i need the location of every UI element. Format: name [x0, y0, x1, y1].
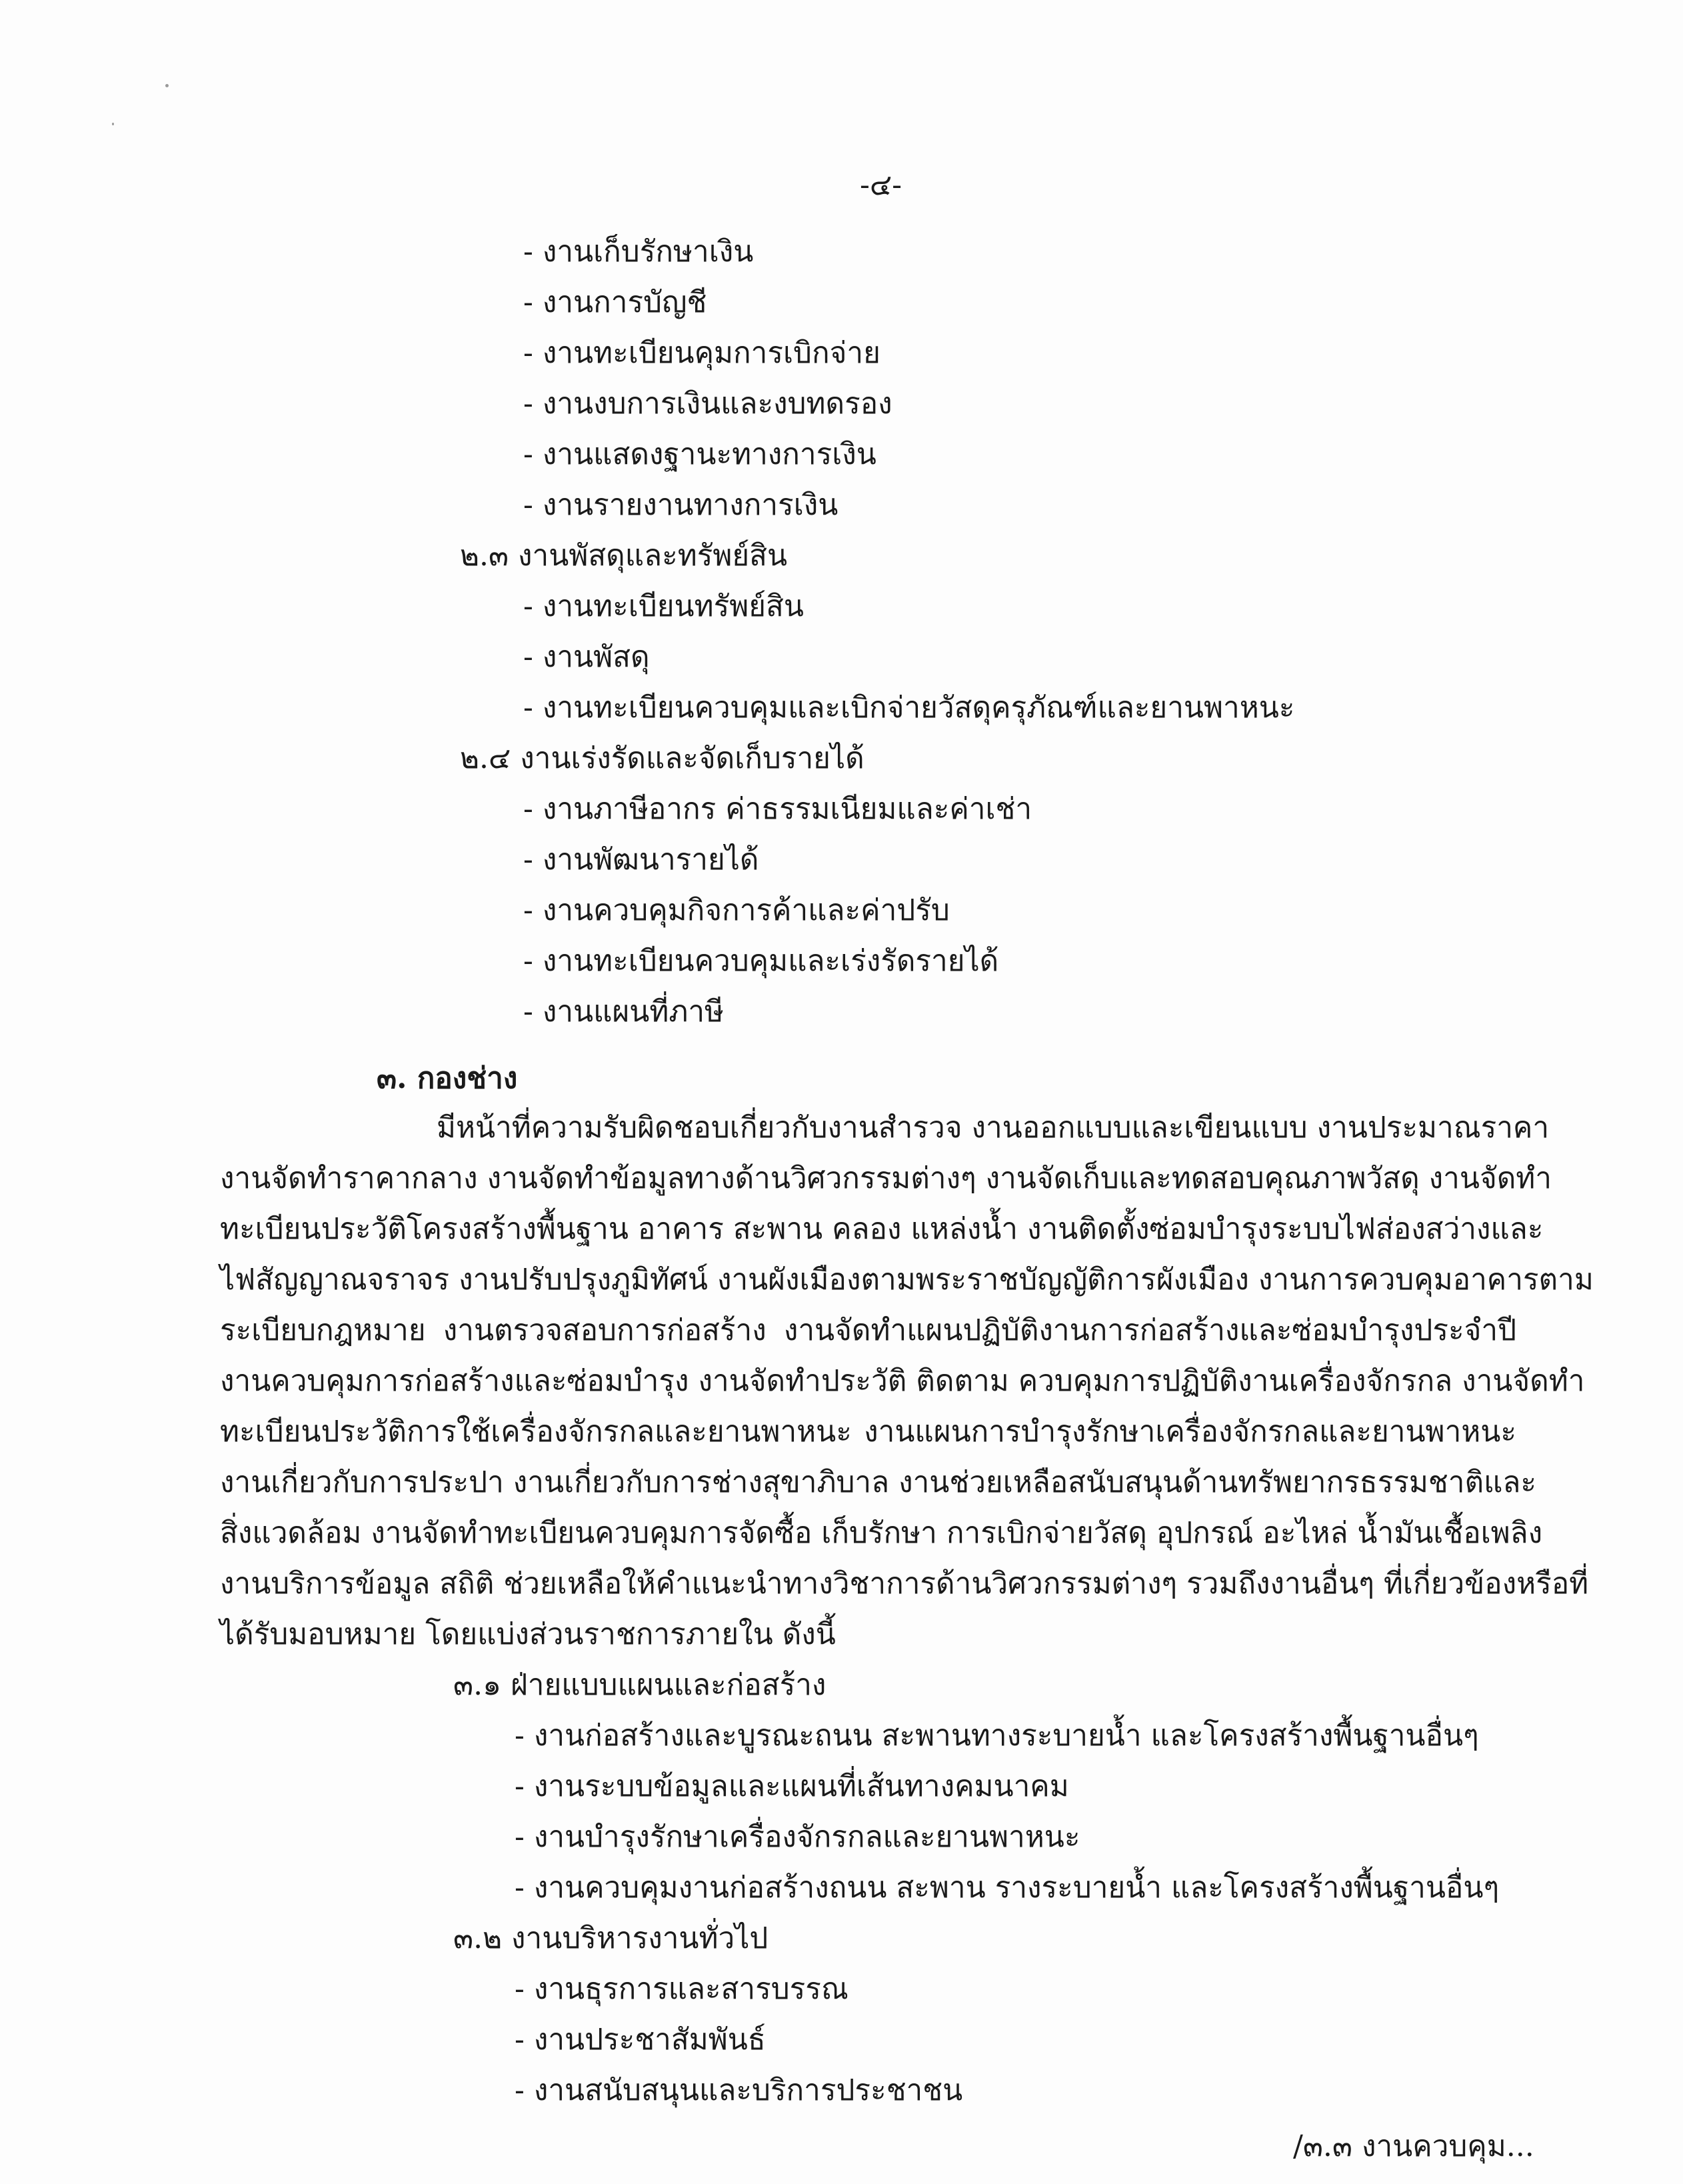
list-item: - งานแผนที่ภาษี	[523, 995, 725, 1029]
paragraph-line: งานบริการข้อมูล สถิติ ช่วยเหลือให้คำแนะนำทางวิชาการด้านวิศวกรรมต่างๆ รวมถึงงานอื่นๆ ที่เกี่ยวข้องหรือที่	[220, 1567, 1589, 1601]
list-item: - งานควบคุมงานก่อสร้างถนน สะพาน รางระบายน้ำ และโครงสร้างพื้นฐานอื่นๆ	[515, 1871, 1500, 1905]
scan-speck	[165, 84, 169, 87]
list-item: - งานภาษีอากร ค่าธรรมเนียมและค่าเช่า	[523, 792, 1032, 826]
paragraph-line: ทะเบียนประวัติโครงสร้างพื้นฐาน อาคาร สะพาน คลอง แหล่งน้ำ งานติดตั้งซ่อมบำรุงระบบไฟส่องสว่างและ	[220, 1212, 1544, 1246]
paragraph-line: งานเกี่ยวกับการประปา งานเกี่ยวกับการช่างสุขาภิบาล งานช่วยเหลือสนับสนุนด้านทรัพยากรธรรมชาติและ	[220, 1465, 1536, 1499]
list-item: - งานรายงานทางการเงิน	[523, 488, 839, 522]
list-item: - งานทะเบียนควบคุมและเบิกจ่ายวัสดุครุภัณฑ์และยานพาหนะ	[523, 691, 1295, 725]
list-item: - งานงบการเงินและงบทดรอง	[523, 387, 892, 421]
list-item: - งานทะเบียนทรัพย์สิน	[523, 589, 804, 623]
list-item: - งานก่อสร้างและบูรณะถนน สะพานทางระบายน้ำ และโครงสร้างพื้นฐานอื่นๆ	[515, 1719, 1479, 1753]
list-item: - งานเก็บรักษาเงิน	[523, 235, 754, 269]
list-item: - งานธุรการและสารบรรณ	[515, 1972, 848, 2006]
list-item: - งานแสดงฐานะทางการเงิน	[523, 437, 876, 471]
paragraph-line: มีหน้าที่ความรับผิดชอบเกี่ยวกับงานสำรวจ งานออกแบบและเขียนแบบ งานประมาณราคา	[437, 1111, 1550, 1145]
paragraph-line: สิ่งแวดล้อม งานจัดทำทะเบียนควบคุมการจัดซื้อ เก็บรักษา การเบิกจ่ายวัสดุ อุปกรณ์ อะไหล่ น้ำมันเชื้อเพลิง	[220, 1516, 1543, 1550]
sub-heading-2-3: ๒.๓ งานพัสดุและทรัพย์สิน	[460, 539, 788, 573]
list-item: - งานพัสดุ	[523, 640, 650, 674]
list-item: - งานควบคุมกิจการค้าและค่าปรับ	[523, 893, 950, 927]
paragraph-line: ทะเบียนประวัติการใช้เครื่องจักรกลและยานพาหนะ งานแผนการบำรุงรักษาเครื่องจักรกลและยานพาหนะ	[220, 1415, 1516, 1449]
continuation-note: /๓.๓ งานควบคุม...	[1293, 2129, 1534, 2163]
list-item: - งานพัฒนารายได้	[523, 843, 759, 877]
paragraph-line: ได้รับมอบหมาย โดยแบ่งส่วนราชการภายใน ดังนี้	[220, 1617, 836, 1651]
list-item: - งานระบบข้อมูลและแผนที่เส้นทางคมนาคม	[515, 1769, 1069, 1803]
paragraph-line: งานควบคุมการก่อสร้างและซ่อมบำรุง งานจัดทำประวัติ ติดตาม ควบคุมการปฏิบัติงานเครื่องจักรกล งานจัดทำ	[220, 1364, 1585, 1398]
list-item: - งานบำรุงรักษาเครื่องจักรกลและยานพาหนะ	[515, 1820, 1080, 1854]
page-number: -๔-	[860, 168, 902, 202]
paragraph-line: ระเบียบกฎหมาย งานตรวจสอบการก่อสร้าง งานจัดทำแผนปฏิบัติงานการก่อสร้างและซ่อมบำรุงประจำปี	[220, 1313, 1516, 1347]
paragraph-line: งานจัดทำราคากลาง งานจัดทำข้อมูลทางด้านวิศวกรรมต่างๆ งานจัดเก็บและทดสอบคุณภาพวัสดุ งานจัดทำ	[220, 1161, 1552, 1195]
sub-heading-3-1: ๓.๑ ฝ่ายแบบแผนและก่อสร้าง	[453, 1668, 827, 1702]
list-item: - งานประชาสัมพันธ์	[515, 2023, 766, 2057]
list-item: - งานการบัญชี	[523, 285, 707, 319]
sub-heading-2-4: ๒.๔ งานเร่งรัดและจัดเก็บรายได้	[460, 741, 864, 775]
paragraph-line: ไฟสัญญาณจราจร งานปรับปรุงภูมิทัศน์ งานผังเมืองตามพระราชบัญญัติการผังเมือง งานการควบคุมอาคารตาม	[220, 1263, 1594, 1297]
list-item: - งานทะเบียนคุมการเบิกจ่าย	[523, 336, 880, 370]
list-item: - งานสนับสนุนและบริการประชาชน	[515, 2073, 963, 2107]
sub-heading-3-2: ๓.๒ งานบริหารงานทั่วไป	[453, 1921, 769, 1955]
scan-speck	[112, 123, 114, 125]
list-item: - งานทะเบียนควบคุมและเร่งรัดรายได้	[523, 944, 999, 978]
section-heading-3: ๓. กองช่าง	[377, 1061, 518, 1095]
